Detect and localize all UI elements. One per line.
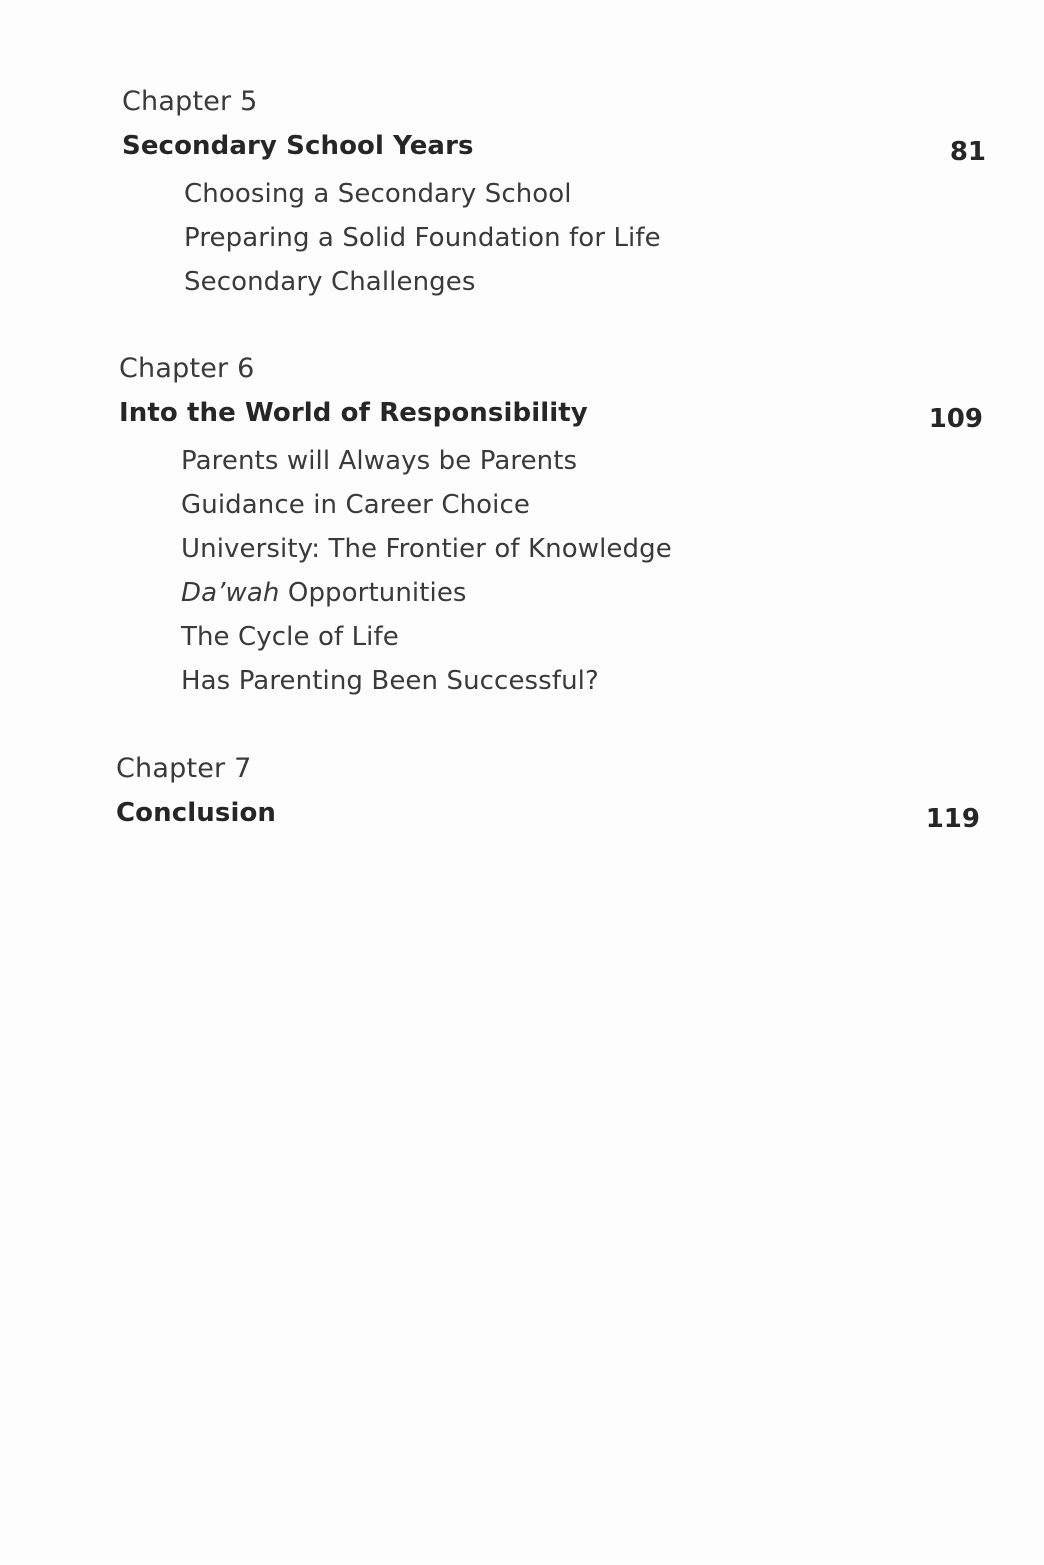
chapter-page-number: 109 [928, 404, 983, 434]
section-list [122, 172, 992, 304]
chapter-title: Conclusion [116, 798, 277, 828]
chapter-title-row [116, 795, 986, 839]
section-list [119, 439, 989, 703]
section-item [181, 571, 989, 615]
chapter-label: Chapter 6 [119, 353, 255, 384]
chapter-page-number: 81 [949, 137, 986, 167]
section-item: Secondary Challenges [184, 267, 476, 297]
section-item: Choosing a Secondary School [184, 179, 572, 209]
section-item: Guidance in Career Choice [181, 490, 530, 520]
chapter-5 [122, 84, 992, 304]
chapter-title: Secondary School Years [122, 131, 474, 161]
chapter-6 [119, 351, 989, 703]
chapter-title-row [119, 395, 989, 439]
section-item: Has Parenting Been Successful? [181, 666, 599, 696]
section-italic-prefix: Da’wah [181, 578, 280, 608]
chapter-label: Chapter 7 [116, 753, 252, 784]
section-item: The Cycle of Life [181, 622, 399, 652]
section-text: Opportunities [287, 578, 467, 608]
chapter-label: Chapter 5 [122, 86, 258, 117]
chapter-7 [116, 751, 986, 839]
section-item: University: The Frontier of Knowledge [181, 534, 672, 564]
section-item: Preparing a Solid Foundation for Life [184, 223, 661, 253]
chapter-title: Into the World of Responsibility [119, 398, 588, 428]
chapter-title-row [122, 128, 992, 172]
chapter-page-number: 119 [925, 804, 980, 834]
section-item: Parents will Always be Parents [181, 446, 578, 476]
